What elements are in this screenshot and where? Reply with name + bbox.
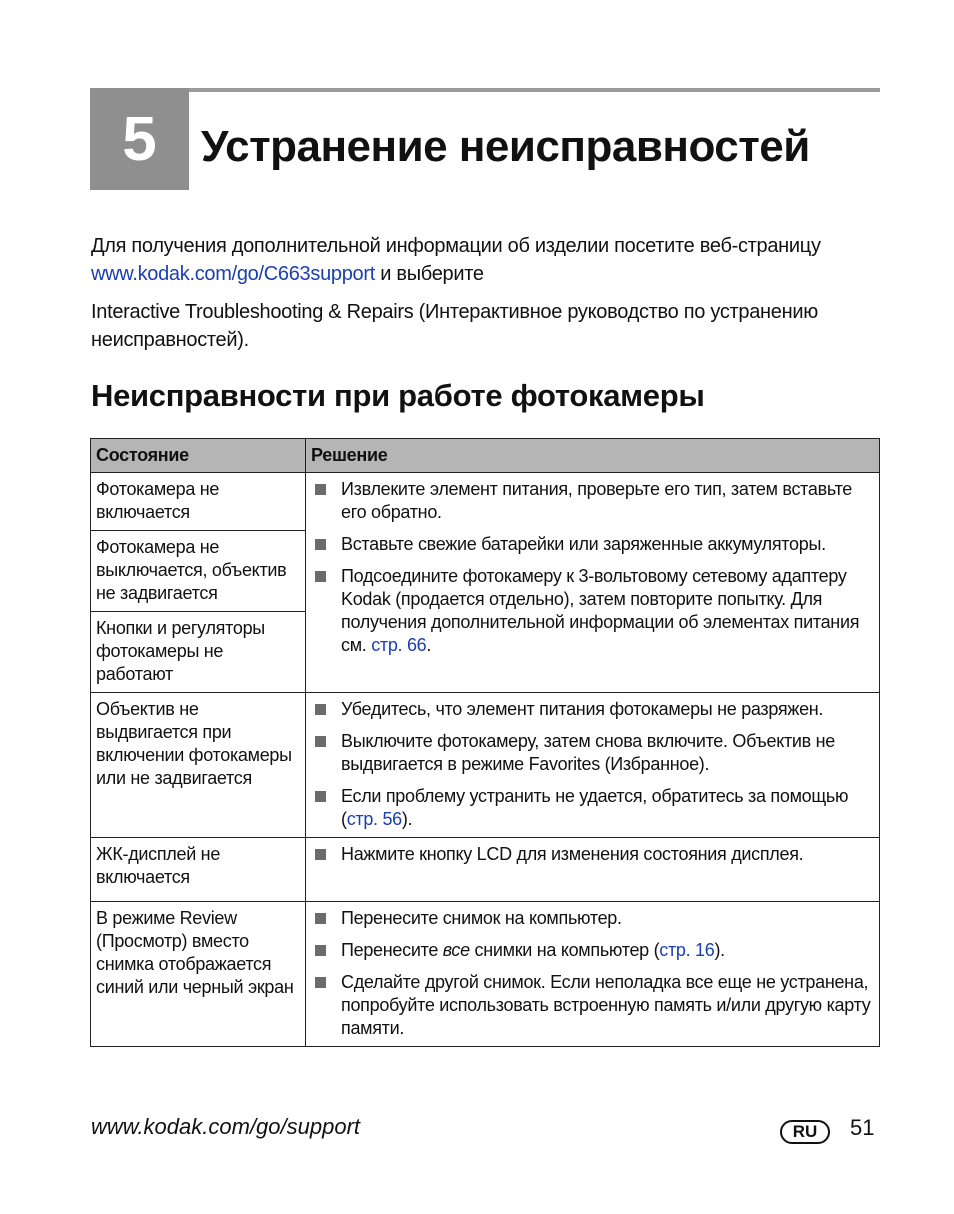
page-number: 51: [850, 1115, 875, 1140]
solution-text: Перенесите: [341, 940, 443, 960]
solution-item: [311, 698, 874, 721]
table-row: [91, 902, 880, 1047]
solution-cell: [306, 902, 880, 1047]
solution-text-end: ).: [401, 809, 413, 829]
solution-text: Если проблему устранить не удается, обратитесь за помощью (: [341, 786, 849, 829]
table-header-row: [91, 439, 880, 473]
troubleshooting-table: [90, 438, 880, 1047]
solution-cell: [306, 473, 880, 693]
solution-text: Вставьте свежие батарейки или заряженные аккумуляторы.: [341, 534, 826, 554]
page-link[interactable]: стр. 66: [371, 635, 427, 655]
intro-p1-text: Для получения дополнительной информации об изделии посетите веб-страницу: [91, 235, 821, 257]
solution-item: [311, 565, 874, 657]
solution-item: [311, 785, 874, 831]
square-bullet-icon: [315, 849, 326, 860]
solution-item: [311, 843, 874, 866]
intro-paragraph-2: Interactive Troubleshooting & Repairs (Интерактивное руководство по устранению неисправностей).: [91, 301, 818, 351]
solution-text: Выключите фотокамеру, затем снова включите. Объектив не выдвигается в режиме Favorites (Избранное).: [341, 731, 835, 774]
solution-cell: [306, 838, 880, 902]
table-row: [91, 838, 880, 902]
solution-text: Сделайте другой снимок. Если неполадка все еще не устранена, попробуйте использовать встроенную память и/или другую карту памяти.: [341, 972, 871, 1038]
solution-item: [311, 730, 874, 776]
solution-item: [311, 939, 874, 962]
chapter-number: 5: [90, 88, 189, 190]
intro-text: [91, 232, 891, 354]
solution-list: [311, 907, 874, 1040]
chapter-title: Устранение неисправностей: [201, 122, 810, 171]
solution-text-end: .: [426, 635, 432, 655]
chapter-rule: [90, 88, 880, 92]
square-bullet-icon: [315, 791, 326, 802]
condition-cell: Объектив не выдвигается при включении фотокамеры или не задвигается: [91, 693, 306, 838]
square-bullet-icon: [315, 539, 326, 550]
square-bullet-icon: [315, 571, 326, 582]
solution-item: [311, 533, 874, 556]
solution-item: [311, 971, 874, 1040]
square-bullet-icon: [315, 977, 326, 988]
intro-p1-after: и выберите: [374, 263, 484, 285]
condition-cell: В режиме Review (Просмотр) вместо снимка отображается синий или черный экран: [91, 902, 306, 1047]
condition-cell: Фотокамера не выключается, объектив не задвигается: [91, 531, 306, 612]
square-bullet-icon: [315, 484, 326, 495]
solution-emphasis: все: [442, 940, 470, 960]
table-row: [91, 473, 880, 531]
solution-text: Подсоедините фотокамеру к 3-вольтовому сетевому адаптеру Kodak (продается отдельно), затем повторите попытку. Для получения дополнительной информации об элементах питания см.: [341, 566, 860, 655]
language-badge: RU: [780, 1120, 830, 1144]
page-link[interactable]: стр. 16: [659, 940, 715, 960]
solution-text: снимки на компьютер (: [469, 940, 660, 960]
solution-text: Перенесите снимок на компьютер.: [341, 908, 622, 928]
condition-cell: Фотокамера не включается: [91, 473, 306, 531]
support-link[interactable]: www.kodak.com/go/C663support: [91, 263, 375, 285]
condition-cell: ЖК-дисплей не включается: [91, 838, 306, 902]
header-condition: Состояние: [91, 439, 306, 473]
solution-text: Извлеките элемент питания, проверьте его тип, затем вставьте его обратно.: [341, 479, 853, 522]
square-bullet-icon: [315, 945, 326, 956]
header-solution: Решение: [306, 439, 880, 473]
square-bullet-icon: [315, 736, 326, 747]
solution-list: [311, 843, 874, 866]
solution-cell: [306, 693, 880, 838]
solution-text-end: ).: [714, 940, 725, 960]
footer-url: www.kodak.com/go/support: [91, 1114, 361, 1139]
square-bullet-icon: [315, 913, 326, 924]
table-row: [91, 693, 880, 838]
section-title: Неисправности при работе фотокамеры: [91, 378, 705, 413]
intro-paragraph-1: [91, 232, 891, 288]
solution-item: [311, 907, 874, 930]
solution-text: Нажмите кнопку LCD для изменения состояния дисплея.: [341, 844, 804, 864]
solution-text: Убедитесь, что элемент питания фотокамеры не разряжен.: [341, 699, 824, 719]
page-link[interactable]: стр. 56: [346, 809, 402, 829]
solution-item: [311, 478, 874, 524]
condition-cell: Кнопки и регуляторы фотокамеры не работают: [91, 612, 306, 693]
solution-list: [311, 698, 874, 831]
square-bullet-icon: [315, 704, 326, 715]
solution-list: [311, 478, 874, 657]
